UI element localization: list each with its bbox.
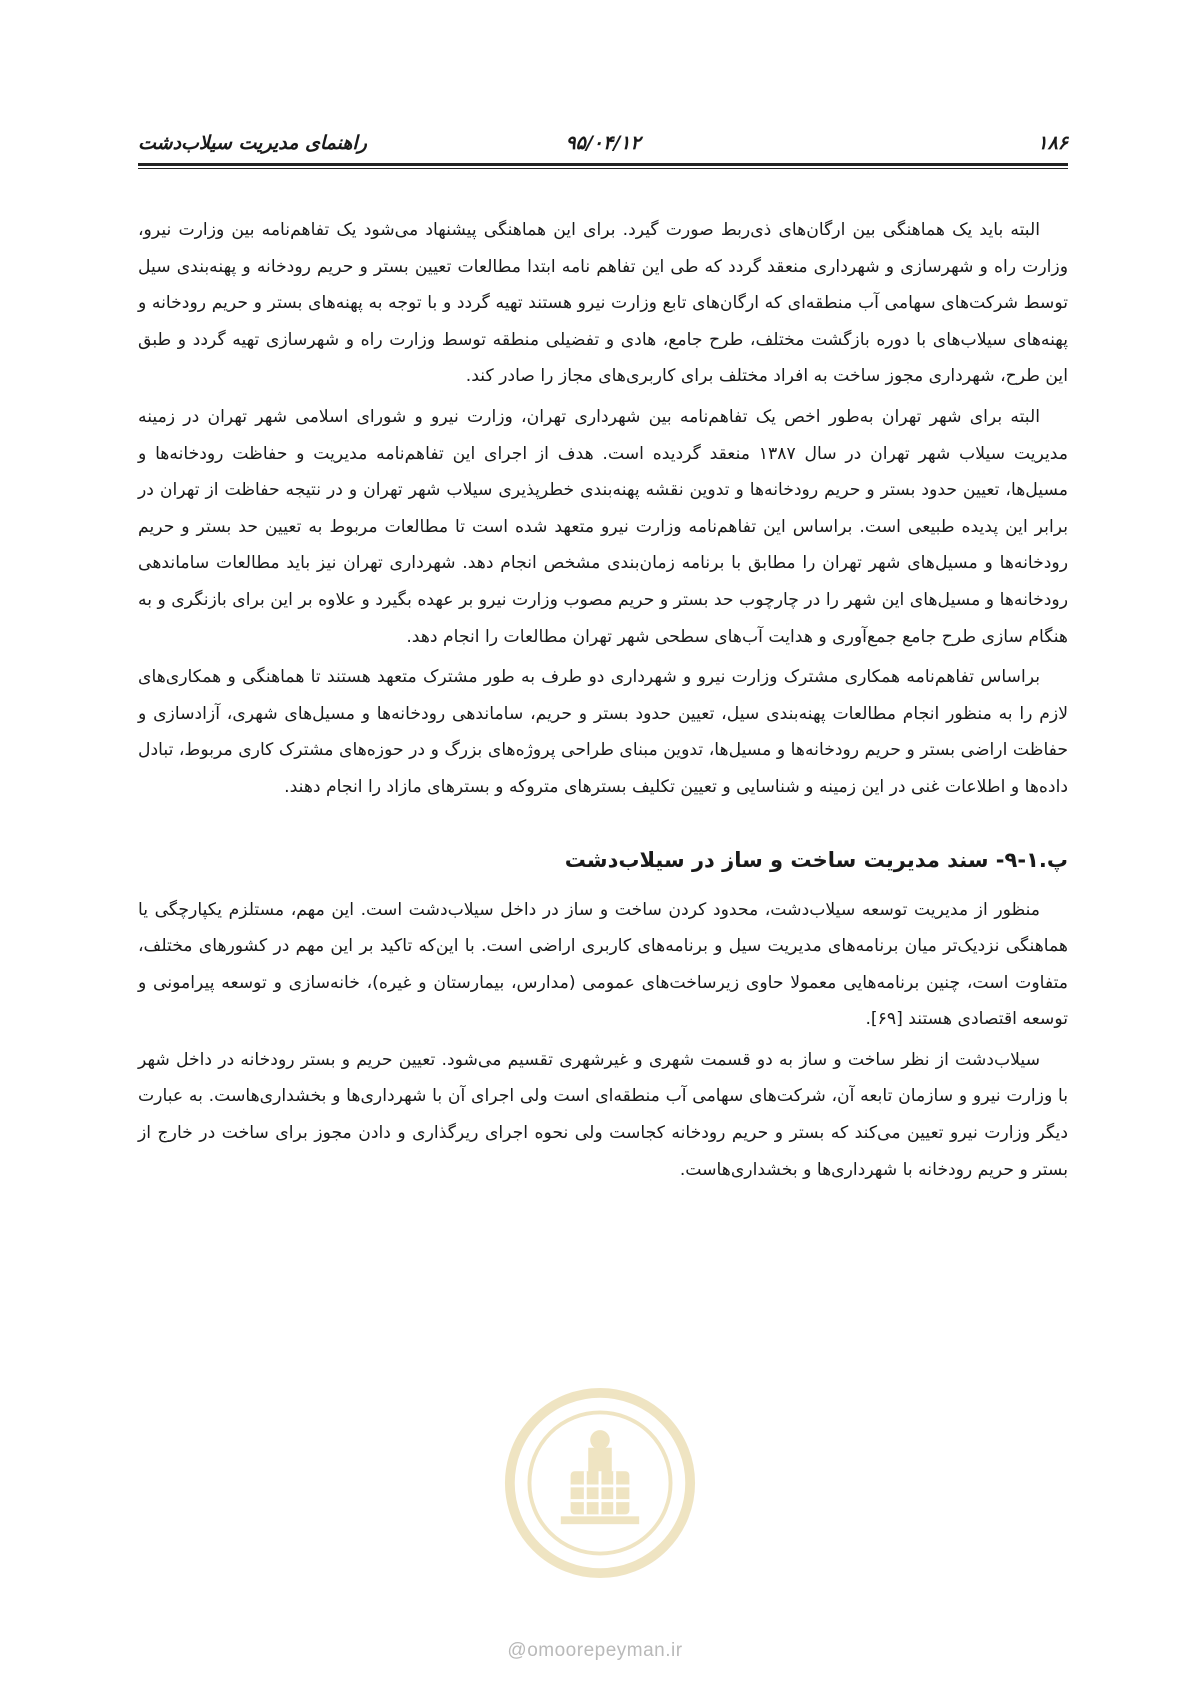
page-number: ۱۸۶: [1037, 132, 1068, 154]
header-rule: [138, 163, 1068, 166]
header-date: ۹۵/۰۴/۱۲: [565, 132, 641, 154]
header-rule-thin: [138, 168, 1068, 169]
section-heading: پ.۱-۹- سند مدیریت ساخت و ساز در سیلاب‌دشت: [564, 847, 1068, 872]
watermark-seal-icon: [502, 1385, 698, 1581]
document-body: [138, 212, 1068, 1188]
body-paragraph: سیلاب‌دشت از نظر ساخت و ساز به دو قسمت شهری و غیرشهری تقسیم می‌شود. تعیین حریم و بستر رودخانه در داخل شهر با وزارت نیرو و سازمان تابعه آن، شرکت‌های سهامی آب منطقه‌ای است ولی اجرای آن با شهرداری‌ها و بخشداری‌هاست. به عبارت دیگر وزارت نیرو تعیین می‌کند که بستر و حریم رودخانه کجاست ولی نحوه اجرای ریرگذاری و دادن مجوز برای ساخت در خارج از بستر و حریم رودخانه با شهرداری‌ها و بخشداری‌هاست.: [138, 1049, 1068, 1180]
watermark-url: @omoorepeyman.ir: [507, 1640, 683, 1661]
body-paragraph: البته برای شهر تهران به‌طور اخص یک تفاهم‌نامه بین شهرداری تهران، وزارت نیرو و شورای اسلامی شهر تهران در زمینه مدیریت سیلاب شهر تهران در سال ۱۳۸۷ منعقد گردیده است. هدف از اجرای این تفاهم‌نامه مدیریت و حفاظت رودخانه‌ها و مسیل‌ها، تعیین حدود بستر و حریم رودخانه‌ها و تدوین نقشه پهنه‌بندی خطرپذیری سیلاب شهر تهران و در نتیجه حفاظت از تهران در برابر این پدیده طبیعی است. براساس این تفاهم‌نامه وزارت نیرو متعهد شده است تا مطالعات مربوط به تعیین حد بستر و حریم رودخانه‌ها و مسیل‌های شهر تهران را مطابق با برنامه زمان‌بندی مشخص انجام دهد. شهرداری تهران نیز باید مطالعات ساماندهی رودخانه‌ها و مسیل‌های این شهر را در چارچوب حد بستر و حریم مصوب وزارت نیرو بر عهده بگیرد و علاوه بر این برای بازنگری و به هنگام سازی طرح جامع جمع‌آوری و هدایت آب‌های سطحی شهر تهران مطالعات را انجام دهد.: [138, 406, 1068, 647]
page-header: [138, 118, 1068, 158]
body-paragraph: منظور از مدیریت توسعه سیلاب‌دشت، محدود کردن ساخت و ساز در داخل سیلاب‌دشت است. این مهم، مستلزم یکپارچگی یا هماهنگی نزدیک‌تر میان برنامه‌های مدیریت سیل و برنامه‌های کاربری اراضی است. با این‌که تاکید بر این مهم در کشورهای مختلف، متفاوت است، چنین برنامه‌هایی معمولا حاوی زیرساخت‌های عمومی (مدارس، بیمارستان و غیره)، خانه‌سازی و توسعه پیرامونی و توسعه اقتصادی هستند [۶۹].: [138, 899, 1068, 1030]
running-title: راهنمای مدیریت سیلاب‌دشت: [138, 132, 367, 154]
body-paragraph: البته باید یک هماهنگی بین ارگان‌های ذی‌ربط صورت گیرد. برای این هماهنگی پیشنهاد می‌شود یک تفاهم‌نامه بین وزارت نیرو، وزارت راه و شهرسازی و شهرداری منعقد گردد که طی این تفاهم نامه ابتدا مطالعات تعیین بستر و حریم رودخانه و پهنه‌بندی سیل توسط شرکت‌های سهامی آب منطقه‌ای که ارگان‌های تابع وزارت نیرو هستند تهیه گردد و با توجه به پهنه‌های بستر و حریم رودخانه و پهنه‌های سیلاب‌های با دوره بازگشت مختلف، طرح جامع، هادی و تفضیلی منطقه توسط وزارت راه و شهرسازی تهیه گردد و طبق این طرح، شهرداری مجوز ساخت به افراد مختلف برای کاربری‌های مجاز را صادر کند.: [138, 220, 1068, 387]
body-paragraph: براساس تفاهم‌نامه همکاری مشترک وزارت نیرو و شهرداری دو طرف به طور مشترک متعهد هستند تا هماهنگی و همکاری‌های لازم را به منظور انجام مطالعات پهنه‌بندی سیل، تعیین حدود بستر و حریم، ساماندهی رودخانه‌ها و مسیل‌های شهری، آزادسازی و حفاظت اراضی بستر و حریم رودخانه‌ها و مسیل‌ها، تدوین مبنای طراحی پروژه‌های بزرگ و در حوزه‌های مشترک کاری مربوط، تبادل داده‌ها و اطلاعات غنی در این زمینه و شناسایی و تعیین تکلیف بسترهای متروکه و بسترهای مازاد را انجام دهند.: [138, 667, 1068, 797]
